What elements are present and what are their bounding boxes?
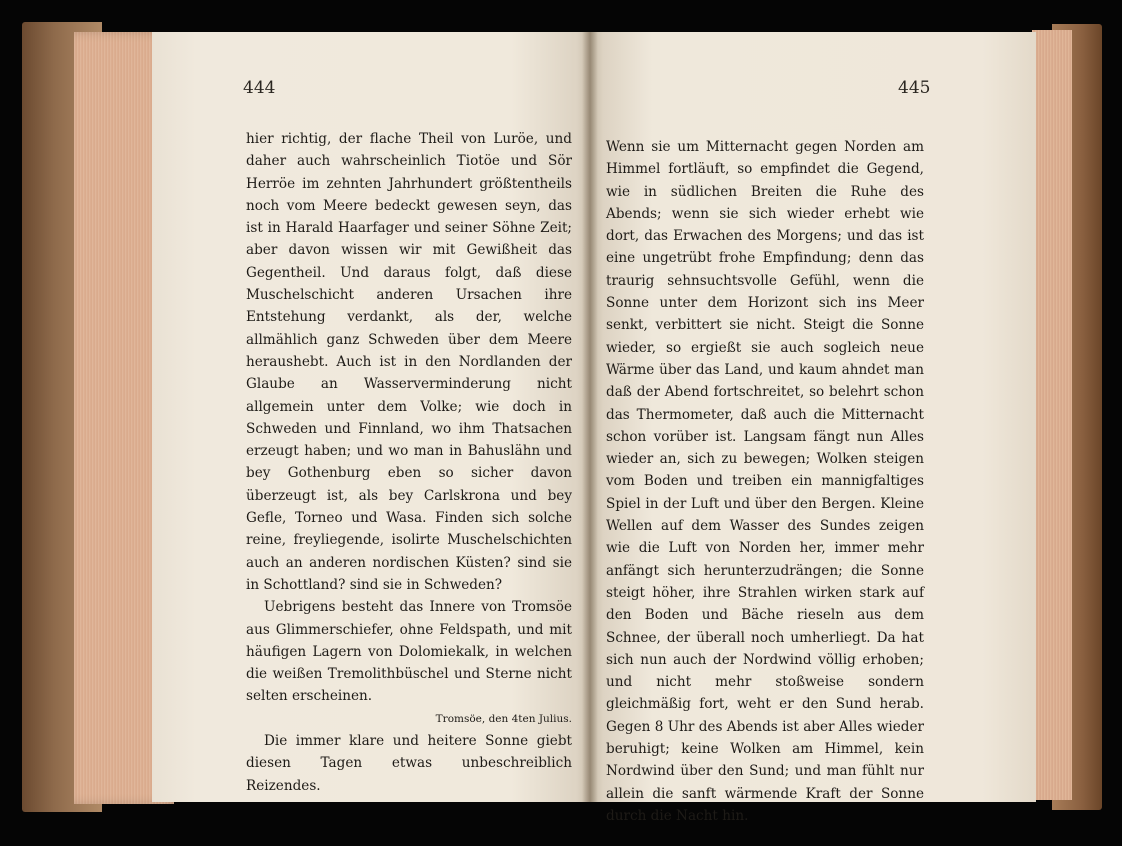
left-paragraph-1: hier richtig, der flache Theil von Luröe, und daher auch wahrscheinlich Tiotöe und Sör Herröe im zehnten Jahrhundert größtentheils noch vom Meere bedeckt gewesen seyn, das ist in Harald Haarfager und seiner Söhne Zeit; aber davon wissen wir mit Gewißheit das Gegentheil. Und daraus folgt, daß diese Muschelschicht anderen Ursachen ihre Entstehung verdankt, als der, welche allmählich ganz Schweden über dem Meere heraushebt. Auch ist in den Nordlanden der Glaube an Wasserverminderung nicht allgemein unter dem Volke; wie doch in Schweden und Finnland, wo ihm Thatsachen erzeugt haben; und wo man in Bahuslähn und bey Gothenburg eben so sicher davon überzeugt ist, als bey Carlskrona und bey Gefle, Torneo und Wasa. Finden sich solche reine, freyliegende, isolirte Muschelschichten auch an anderen nordischen Küsten? sind sie in Schottland? sind sie in Schweden? (246, 131, 572, 593)
left-page-number: 444 (243, 78, 276, 98)
left-paragraph-3: Die immer klare und heitere Sonne giebt diesen Tagen etwas unbeschreiblich Reizendes. (246, 733, 572, 794)
book-gutter (582, 32, 598, 802)
left-page-text (246, 128, 572, 797)
page-edges-right (1032, 30, 1072, 800)
right-page-number: 445 (898, 78, 931, 98)
right-page-text (606, 136, 924, 827)
right-paragraph-1: Wenn sie um Mitternacht gegen Norden am Himmel fortläuft, so empfindet die Gegend, wie in südlichen Breiten die Ruhe des Abends; wenn sie sich wieder erhebt wie dort, das Erwachen des Morgens; und das ist eine ungetrübt frohe Empfindung; denn das traurig sehnsuchtsvolle Gefühl, wenn die Sonne unter dem Horizont sich ins Meer senkt, verbittert sie nicht. Steigt die Sonne wieder, so ergießt sie auch sogleich neue Wärme über das Land, und kaum ahndet man daß der Abend fortschreitet, so belehrt schon das Thermometer, daß auch die Mitternacht schon vorüber ist. Langsam fängt nun Alles wieder an, sich zu bewegen; Wolken steigen vom Boden und treiben ein mannigfaltiges Spiel in der Luft und über den Bergen. Kleine Wellen auf dem Wasser des Sundes zeigen wie die Luft von Norden her, immer mehr anfängt sich herunterzudrängen; die Sonne steigt höher, ihre Strahlen wirken stark auf den Boden und Bäche rieseln aus dem Schnee, der überall noch umherliegt. Da hat sich nun auch der Nordwind völlig erhoben; und nicht mehr stoßweise sondern gleichmäßig fort, weht er den Sund herab. Gegen 8 Uhr des Abends ist aber Alles wieder beruhigt; keine Wolken am Himmel, kein Nordwind über den Sund; und man fühlt nur allein die sanft wärmende Kraft der Sonne durch die Nacht hin. (606, 139, 924, 824)
dateline: Tromsöe, den 4ten Julius. (435, 712, 572, 725)
left-paragraph-2: Uebrigens besteht das Innere von Tromsöe aus Glimmerschiefer, ohne Feldspath, und mit häufigen Lagern von Dolomiekalk, in welchen die weißen Tremolithbüschel und Sterne nicht selten erscheinen. (246, 599, 572, 705)
